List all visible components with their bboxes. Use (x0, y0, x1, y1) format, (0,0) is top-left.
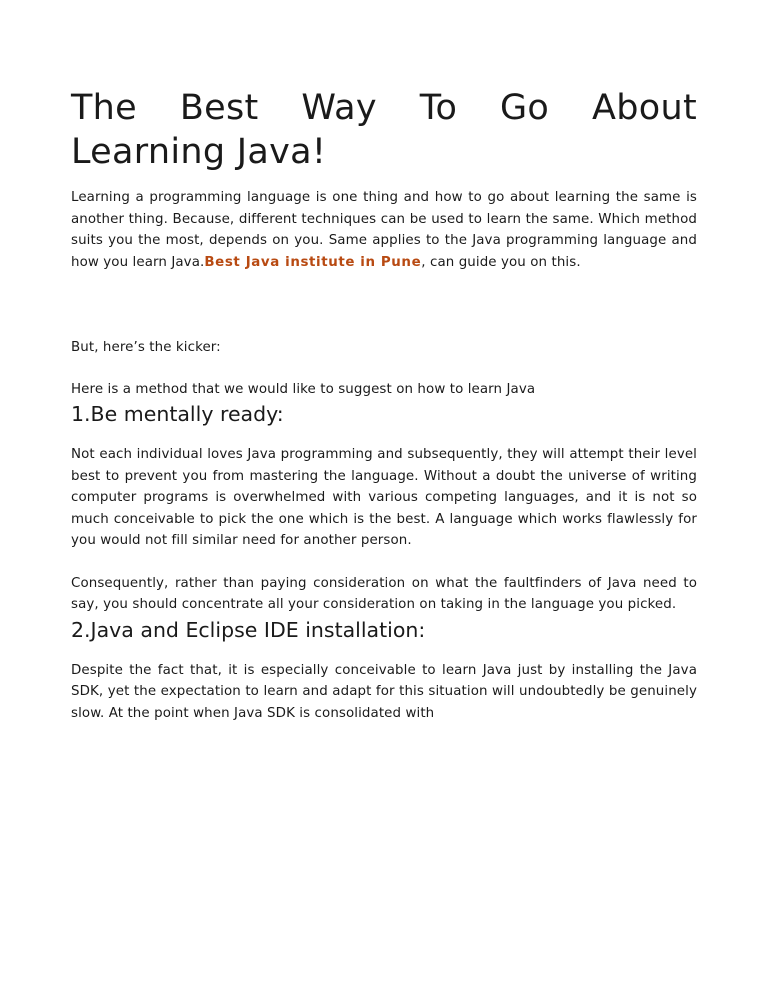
kicker-paragraph: But, here’s the kicker: (71, 340, 221, 355)
section-1-paragraph-2: Consequently, rather than paying consideration on what the faultfinders of Java need to say, you should concentrate all your consideration on taking in the language you picked. (71, 575, 697, 612)
intro-text: Learning a programming language is one thing and how to go about learning the same is another thing. Because, different techniques can be used to learn the same. Which method suits you the most, depends on you. Same applies to the Java programming language and how you learn Java. (71, 190, 697, 270)
best-java-institute-link[interactable]: Best Java institute in Pune (204, 254, 422, 270)
title-line-2: Learning Java! (71, 132, 327, 172)
section-1-heading: 1.Be mentally ready: (71, 402, 284, 426)
section-2-paragraph-1: Despite the fact that, it is especially conceivable to learn Java just by installing the Java SDK, yet the expectation to learn and adapt for this situation will undoubtedly be genuinely slow. At the point when Java SDK is consolidated with (71, 662, 697, 721)
section-1-paragraph-1: Not each individual loves Java programming and subsequently, they will attempt their level best to prevent you from mastering the language. Without a doubt the universe of writing computer programs is overwhelmed with various competing languages, and it is not so much conceivable to pick the one which is the best. A language which works flawlessly for you would not fill similar need for another person. (71, 447, 697, 548)
intro-after-link: , can guide you on this. (421, 254, 581, 270)
intro-paragraph (71, 187, 697, 273)
page-title (71, 86, 697, 174)
section-2-heading: 2.Java and Eclipse IDE installation: (71, 617, 426, 642)
title-line-1: The Best Way To Go About (71, 88, 697, 128)
method-intro-paragraph: Here is a method that we would like to suggest on how to learn Java (71, 381, 536, 397)
document-body (71, 86, 697, 724)
